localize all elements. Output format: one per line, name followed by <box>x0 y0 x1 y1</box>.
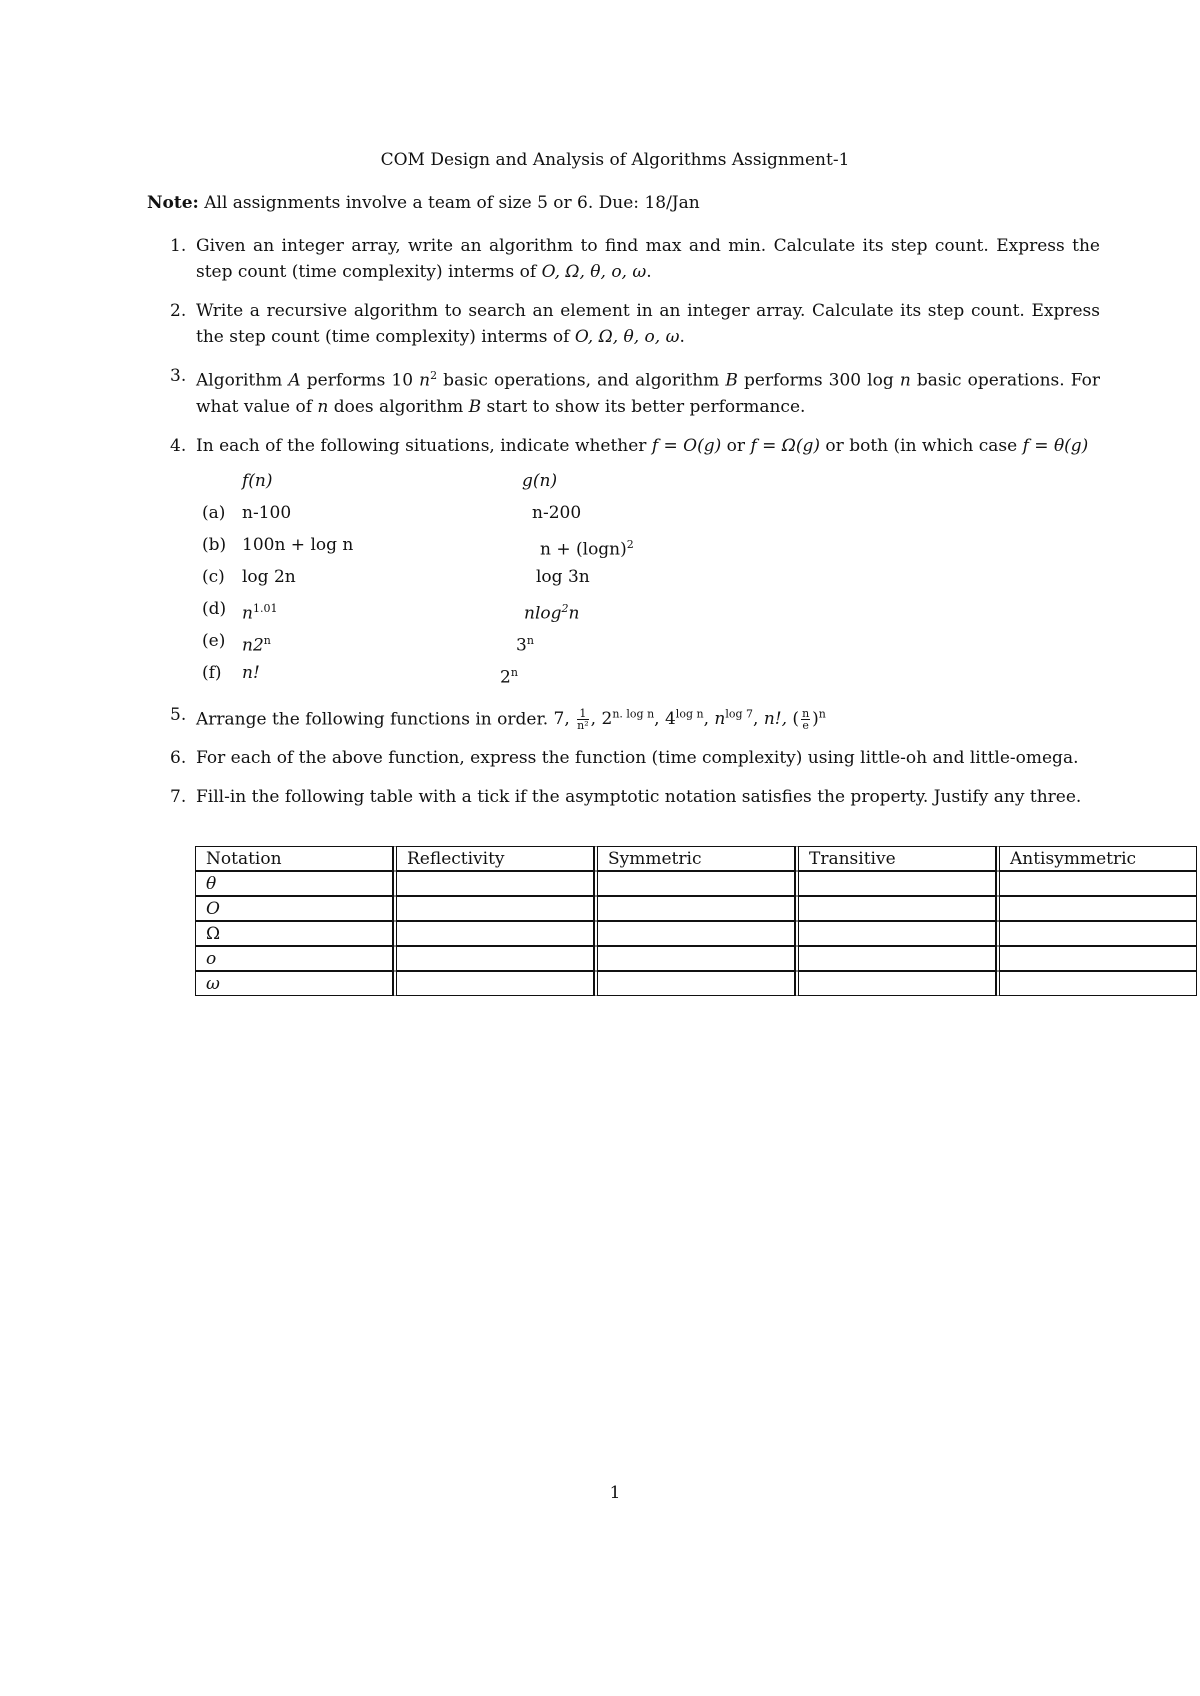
fg-header <box>170 465 1100 497</box>
q3-part: performs 10 <box>300 370 420 391</box>
fg-row-c <box>170 561 1100 593</box>
fg-row-a <box>170 497 1100 529</box>
table-cell[interactable] <box>393 971 594 996</box>
table-cell[interactable] <box>996 921 1197 946</box>
note <box>147 193 700 213</box>
fraction-denominator: n² <box>577 719 589 733</box>
question-text: or both (in which case <box>820 435 1023 456</box>
function-4-pow <box>665 709 704 729</box>
question-text-end: . <box>679 327 685 347</box>
question-number: 6. <box>170 748 187 769</box>
table-cell[interactable] <box>594 921 795 946</box>
base: n <box>714 709 726 730</box>
question-list <box>170 233 1100 823</box>
question-text: For each of the above function, express the function (time complexity) using little-oh and little-omega. <box>196 748 1079 769</box>
header-transitive: Transitive <box>795 846 996 871</box>
table-cell[interactable] <box>594 971 795 996</box>
q3-part: Algorithm <box>196 370 289 391</box>
table-cell[interactable] <box>795 871 996 896</box>
base: 4 <box>664 709 676 730</box>
header-antisymmetric: Antisymmetric <box>996 846 1197 871</box>
fg-row-label: (e) <box>202 630 226 651</box>
fg-table <box>170 465 1100 689</box>
notation-cell: O <box>195 896 393 921</box>
fg-row-label: (b) <box>202 534 227 555</box>
algorithm-a: A <box>288 370 301 391</box>
fg-row-d <box>170 593 1100 625</box>
var-n: n <box>317 396 329 417</box>
table-cell[interactable] <box>996 946 1197 971</box>
fraction-numerator: n <box>802 707 810 721</box>
fraction-n-over-e <box>801 708 810 731</box>
table-cell[interactable] <box>594 946 795 971</box>
table-cell[interactable] <box>795 896 996 921</box>
table-row <box>195 871 1197 896</box>
fraction-denominator: e <box>802 719 809 733</box>
q3-part: performs 300 log <box>737 370 900 391</box>
paren-open: ( <box>792 709 800 730</box>
table-cell[interactable] <box>996 896 1197 921</box>
math-f-omega: f = Ω(g) <box>750 435 821 456</box>
function-list: 7, $\frac{1}{\text{n²}}$ , $2^{n. log n}$, $4^{log n}$, $n^{log 7}$, n!, ( $\frac{n}{e}$ )$^n$ <box>553 707 826 733</box>
fg-row-g-base: n + (logn) <box>540 539 627 560</box>
question-6 <box>170 745 1100 771</box>
question-text: Write a recursive algorithm to search an element in an integer array. Calculate its step count. Express the step count (time complexity) interms of <box>196 301 1100 347</box>
question-number: 2. <box>170 301 187 321</box>
question-math: O, Ω, θ, o, ω <box>541 262 647 282</box>
fg-row-label: (d) <box>202 598 227 619</box>
notation-cell: Ω <box>195 921 393 946</box>
function-2-pow <box>601 709 654 729</box>
fg-row-g: log 3n <box>536 566 590 587</box>
table-row <box>195 921 1197 946</box>
fg-header-g: g(n) <box>522 470 558 491</box>
fg-row-f: n-100 <box>242 502 292 523</box>
algorithm-b: B <box>468 396 482 417</box>
exponent: log n <box>675 707 704 721</box>
question-5 <box>170 702 1100 733</box>
property-table-header <box>195 846 1197 871</box>
question-2 <box>170 298 1100 350</box>
fg-header-f: f(n) <box>242 470 273 491</box>
exponent: n <box>510 665 518 679</box>
header-reflectivity: Reflectivity <box>393 846 594 871</box>
function-7: 7, <box>553 709 570 730</box>
q3-part: does algorithm <box>328 396 469 417</box>
fg-row-label: (a) <box>202 502 226 523</box>
question-text: Fill-in the following table with a tick if the asymptotic notation satisfies the property. Justify any three. <box>196 787 1082 808</box>
question-number: 3. <box>170 366 187 386</box>
question-7 <box>170 784 1100 810</box>
function-factorial: n!, <box>763 709 788 730</box>
table-cell[interactable] <box>393 946 594 971</box>
notation-cell: o <box>195 946 393 971</box>
question-text-end: . <box>646 262 652 282</box>
table-cell[interactable] <box>393 871 594 896</box>
question-text: In each of the following situations, indicate whether <box>196 435 652 456</box>
question-text: Arrange the following functions in order. <box>196 709 549 730</box>
exponent: n. log n <box>612 707 655 721</box>
table-cell[interactable] <box>393 921 594 946</box>
question-text: or <box>721 435 751 456</box>
fg-row-g-base: 3 <box>516 635 527 656</box>
fg-row-g: n-200 <box>532 502 582 523</box>
exponent: n <box>526 633 534 647</box>
fg-row-label: (f) <box>202 662 222 683</box>
math-f-bigo: f = O(g) <box>651 435 722 456</box>
exponent: 2 <box>626 537 634 551</box>
table-cell[interactable] <box>594 896 795 921</box>
question-text: Given an integer array, write an algorithm to find max and min. Calculate its step count. Express the step count (time complexity) interms of <box>196 236 1100 282</box>
base: 2 <box>601 709 613 730</box>
algorithm-b: B <box>725 370 738 391</box>
question-number: 1. <box>170 236 187 256</box>
table-row <box>195 946 1197 971</box>
fg-row-g-tail: n <box>568 603 580 624</box>
table-cell[interactable] <box>393 896 594 921</box>
exponent: 2 <box>561 601 569 615</box>
table-cell[interactable] <box>996 971 1197 996</box>
question-number: 7. <box>170 787 187 808</box>
note-label: Note: <box>147 193 199 213</box>
fg-row-g-base: 2 <box>500 667 511 688</box>
table-cell[interactable] <box>996 871 1197 896</box>
var-n: n <box>419 370 431 391</box>
fg-row-e <box>170 625 1100 657</box>
question-number: 4. <box>170 435 187 456</box>
fraction-one-over-n2 <box>577 708 589 731</box>
question-3 <box>170 363 1100 420</box>
question-4 <box>170 433 1100 689</box>
function-n-pow <box>714 709 753 729</box>
table-cell[interactable] <box>795 971 996 996</box>
fg-row-g <box>500 657 518 694</box>
fg-row-label: (c) <box>202 566 225 587</box>
fg-row-f: n! <box>242 662 260 683</box>
page-number: 1 <box>609 1483 621 1503</box>
question-math: O, Ω, θ, o, ω <box>574 327 680 347</box>
header-notation: Notation <box>195 846 393 871</box>
exponent: 2 <box>430 369 438 382</box>
function-n-over-e-pow <box>792 707 826 733</box>
note-text: All assignments involve a team of size 5 or 6. Due: 18/Jan <box>204 193 700 213</box>
exponent: n <box>818 707 826 721</box>
q3-part: basic operations, and algorithm <box>437 370 726 391</box>
paren-close: ) <box>812 709 819 730</box>
exponent: n <box>263 633 271 647</box>
notation-cell: ω <box>195 971 393 996</box>
q3-part: start to show its better performance. <box>481 396 806 417</box>
table-cell[interactable] <box>594 871 795 896</box>
table-row <box>195 971 1197 996</box>
q3-part: basic operations. For what value of <box>196 370 1100 417</box>
table-cell[interactable] <box>795 921 996 946</box>
table-cell[interactable] <box>795 946 996 971</box>
fg-row-f <box>170 657 1100 689</box>
notation-cell: θ <box>195 871 393 896</box>
exponent: 1.01 <box>252 601 278 615</box>
question-1 <box>170 233 1100 285</box>
table-row <box>195 896 1197 921</box>
var-n: n <box>899 370 911 391</box>
property-table <box>195 846 1197 996</box>
fg-row-b <box>170 529 1100 561</box>
question-number: 5. <box>170 704 187 725</box>
fg-row-f-base: n <box>242 603 253 624</box>
fg-row-f-base: n2 <box>242 635 264 656</box>
fg-row-g-base: nlog <box>524 603 562 624</box>
exponent: log 7 <box>725 707 754 721</box>
fg-row-f: 100n + log n <box>242 534 354 555</box>
fraction-numerator: 1 <box>577 708 589 720</box>
math-f-theta: f = θ(g) <box>1022 435 1089 456</box>
fg-row-f: log 2n <box>242 566 296 587</box>
header-symmetric: Symmetric <box>594 846 795 871</box>
page-title: COM Design and Analysis of Algorithms Assignment-1 <box>380 150 850 170</box>
